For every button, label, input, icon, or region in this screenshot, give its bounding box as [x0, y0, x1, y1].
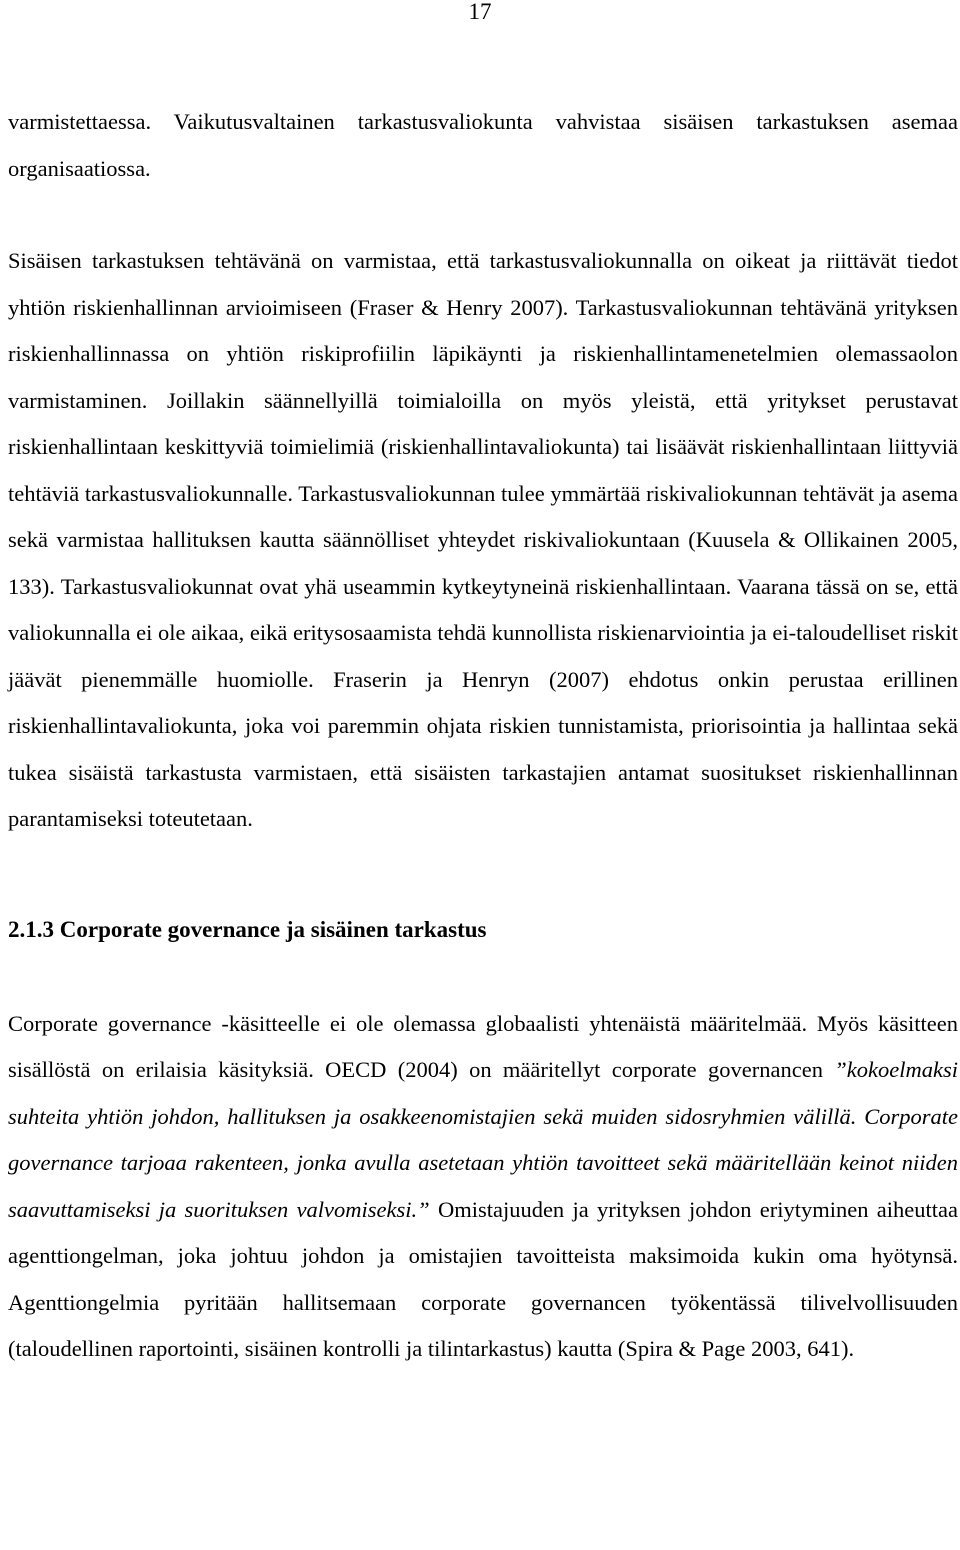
paragraph-text-after-quote: Omistajuuden ja yrityksen johdon eriytyminen aiheuttaa agenttiongelman, joka johtuu johdon ja omistajien tavoitteista maksimoida kukin oma hyötynsä. Agenttiongelmia pyritään hallitsemaan corporate governancen työkentässä tilivelvollisuuden (taloudellinen raportointi, sisäinen kontrolli ja tilintarkastus) kautta (Spira & Page 2003, 641).: [8, 1196, 958, 1361]
document-body: [8, 99, 958, 1373]
paragraph-intro: varmistettaessa. Vaikutusvaltainen tarkastusvaliokunta vahvistaa sisäisen tarkastuksen asemaa organisaatiossa.: [8, 109, 958, 181]
paragraph-corporate-governance: [8, 1001, 958, 1373]
paragraph-text-before-quote: Corporate governance -käsitteelle ei ole olemassa globaalisti yhtenäistä määritelmää. Myös käsitteen sisällöstä on erilaisia käsityksiä. OECD (2004) on määritellyt corporate governancen: [8, 1010, 958, 1082]
oecd-definition-quote: ”kokoelmaksi suhteita yhtiön johdon, hallituksen ja osakkeenomistajien sekä muiden sidosryhmien välillä. Corporate governance tarjoaa rakenteen, jonka avulla asetetaan yhtiön tavoitteet sekä määritellään keinot niiden saavuttamiseksi ja suorituksen valvomiseksi.”: [8, 1057, 958, 1222]
page-number: 17: [468, 0, 492, 24]
paragraph-internal-audit: Sisäisen tarkastuksen tehtävänä on varmistaa, että tarkastusvaliokunnalla on oikeat ja riittävät tiedot yhtiön riskienhallinnan arvioimiseen (Fraser & Henry 2007). Tarkastusvaliokunnan tehtävänä yrityksen riskienhallinnassa on yhtiön riskiprofiilin läpikäynti ja riskienhallintamenetelmien olemassaolon varmistaminen. Joillakin säännellyillä toimialoilla on myös yleistä, että yritykset perustavat riskienhallintaan keskittyviä toimielimiä (riskienhallintavaliokunta) tai lisäävät riskienhallintaan liittyviä tehtäviä tarkastusvaliokunnalle. Tarkastusvaliokunnan tulee ymmärtää riskivaliokunnan tehtävät ja asema sekä varmistaa hallituksen kautta säännölliset yhteydet riskivaliokuntaan (Kuusela & Ollikainen 2005, 133). Tarkastusvaliokunnat ovat yhä useammin kytkeytyneinä riskienhallintaan. Vaarana tässä on se, että valiokunnalla ei ole aikaa, eikä eritysosaamista tehdä kunnollista riskienarviointia ja ei-taloudelliset riskit jäävät pienemmälle huomiolle. Fraserin ja Henryn (2007) ehdotus onkin perustaa erillinen riskienhallintavaliokunta, joka voi paremmin ohjata riskien tunnistamista, priorisointia ja hallintaa sekä tukea sisäistä tarkastusta varmistaen, että sisäisten tarkastajien antamat suositukset riskienhallinnan parantamiseksi toteutetaan.: [8, 248, 958, 831]
section-heading: 2.1.3 Corporate governance ja sisäinen tarkastus: [8, 916, 487, 942]
